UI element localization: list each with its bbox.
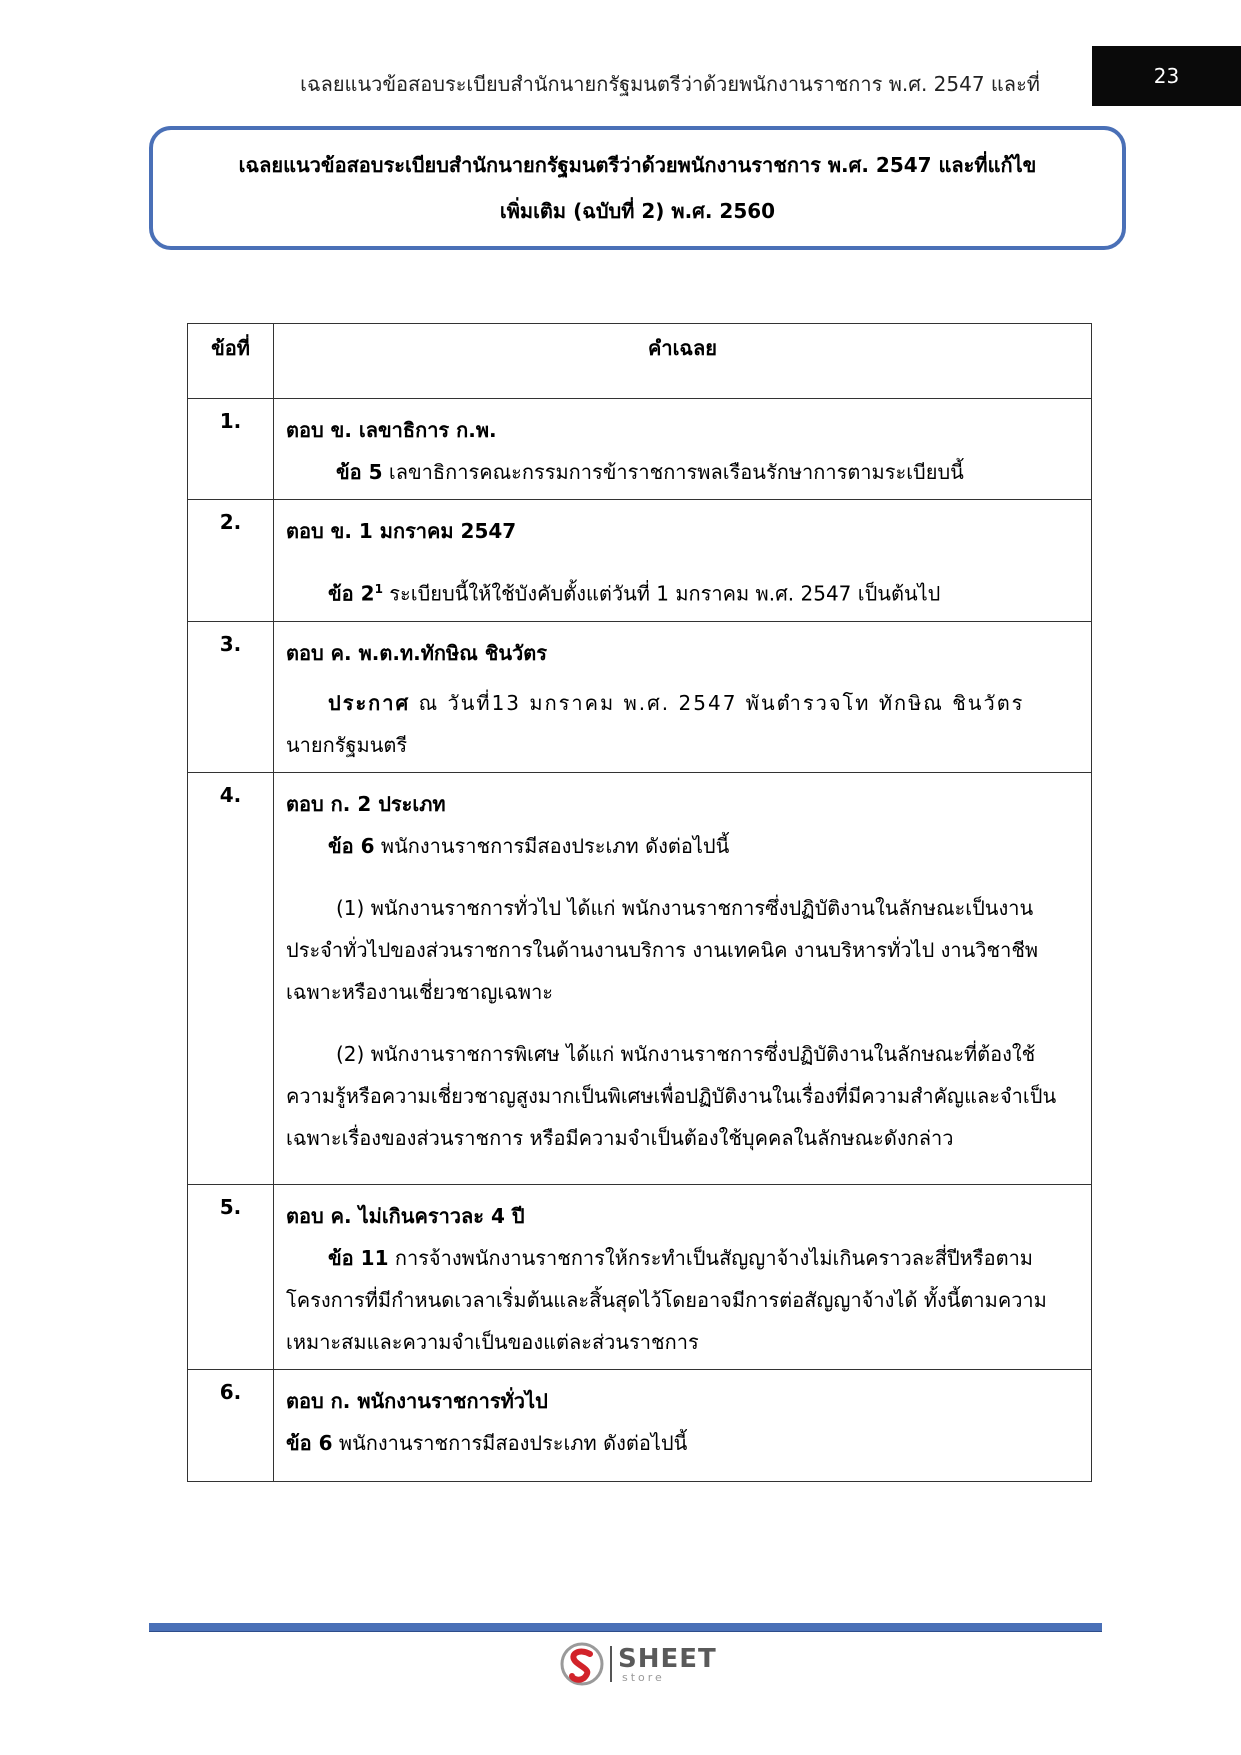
paragraph-1-line-3: เฉพาะหรืองานเชี่ยวชาญเฉพาะ	[286, 980, 554, 1004]
paragraph-2-line-2: ความรู้หรือความเชี่ยวชาญสูงมากเป็นพิเศษเพื่อปฏิบัติงานในเรื่องที่มีความสำคัญและจำเป็น	[286, 1084, 1057, 1108]
row-number: 3.	[188, 622, 274, 773]
footer-rule	[149, 1623, 1102, 1632]
clause-text: พนักงานราชการมีสองประเภท ดังต่อไปนี้	[380, 834, 730, 858]
logo-divider	[610, 1646, 612, 1682]
column-header-answer: คำเฉลย	[274, 324, 1092, 399]
answer-cell	[274, 1370, 1092, 1482]
paragraph-1-line-1: (1) พนักงานราชการทั่วไป ได้แก่ พนักงานราชการซึ่งปฏิบัติงานในลักษณะเป็นงาน	[336, 896, 1034, 920]
row-number: 6.	[188, 1370, 274, 1482]
logo-subword: store	[622, 1670, 665, 1684]
clause-text-cont: นายกรัฐมนตรี	[286, 733, 408, 757]
paragraph-1-line-2: ประจำทั่วไปของส่วนราชการในด้านงานบริการ งานเทคนิค งานบริหารทั่วไป งานวิชาชีพ	[286, 938, 1039, 962]
running-header: เฉลยแนวข้อสอบระเบียบสำนักนายกรัฐมนตรีว่าด้วยพนักงานราชการ พ.ศ. 2547 และที่	[300, 72, 1040, 96]
answer-cell	[274, 500, 1092, 622]
answer-choice: ตอบ ก. 2 ประเภท	[286, 792, 446, 816]
title-box	[149, 126, 1126, 250]
answer-choice: ตอบ ค. ไม่เกินคราวละ 4 ปี	[286, 1204, 525, 1228]
row-number: 1.	[188, 399, 274, 500]
answer-choice: ตอบ ก. พนักงานราชการทั่วไป	[286, 1389, 548, 1413]
clause-text: ระเบียบนี้ให้ใช้บังคับตั้งแต่วันที่ 1 มกราคม พ.ศ. 2547 เป็นต้นไป	[389, 581, 941, 606]
logo-s-icon	[560, 1642, 604, 1686]
clause-ref: ข้อ 5	[336, 460, 383, 484]
column-header-no: ข้อที่	[188, 324, 274, 399]
clause-text: พนักงานราชการมีสองประเภท ดังต่อไปนี้	[338, 1431, 688, 1455]
logo-word: SHEET	[618, 1643, 717, 1674]
table-row	[188, 399, 1092, 500]
clause-text-cont: โครงการที่มีกำหนดเวลาเริ่มต้นและสิ้นสุดไว้โดยอาจมีการต่อสัญญาจ้างได้ ทั้งนี้ตามความ	[286, 1288, 1047, 1312]
clause-text-cont-2: เหมาะสมและความจำเป็นของแต่ละส่วนราชการ	[286, 1330, 699, 1354]
paragraph-2-line-3: เฉพาะเรื่องของส่วนราชการ หรือมีความจำเป็นต้องใช้บุคคลในลักษณะดังกล่าว	[286, 1126, 954, 1150]
clause-ref: ข้อ 11	[328, 1246, 389, 1270]
table-row	[188, 500, 1092, 622]
table-row	[188, 773, 1092, 1185]
answer-choice: ตอบ ข. 1 มกราคม 2547	[286, 519, 517, 543]
answer-cell	[274, 773, 1092, 1185]
answer-cell	[274, 399, 1092, 500]
clause-text: การจ้างพนักงานราชการให้กระทำเป็นสัญญาจ้างไม่เกินคราวละสี่ปีหรือตาม	[394, 1246, 1033, 1270]
title-line-2: เพิ่มเติม (ฉบับที่ 2) พ.ศ. 2560	[499, 199, 776, 223]
row-number: 4.	[188, 773, 274, 1185]
title-line-1: เฉลยแนวข้อสอบระเบียบสำนักนายกรัฐมนตรีว่าด้วยพนักงานราชการ พ.ศ. 2547 และที่แก้ไข	[238, 153, 1037, 177]
clause-ref: ข้อ 6	[286, 1431, 333, 1455]
paragraph-2-line-1: (2) พนักงานราชการพิเศษ ได้แก่ พนักงานราชการซึ่งปฏิบัติงานในลักษณะที่ต้องใช้	[336, 1042, 1036, 1066]
footnote-mark: 1	[374, 582, 383, 596]
answer-cell	[274, 1185, 1092, 1370]
table-row	[188, 1185, 1092, 1370]
answer-table	[187, 323, 1092, 1482]
sheet-store-logo	[560, 1640, 717, 1688]
row-number: 5.	[188, 1185, 274, 1370]
table-header-row	[188, 324, 1092, 399]
clause-ref: ข้อ 6	[328, 834, 375, 858]
row-number: 2.	[188, 500, 274, 622]
page-number: 23	[1092, 46, 1241, 106]
answer-cell	[274, 622, 1092, 773]
clause-text: ณ วันที่13 มกราคม พ.ศ. 2547 พันตำรวจโท ทักษิณ ชินวัตร	[418, 691, 1025, 715]
answer-choice: ตอบ ข. เลขาธิการ ก.พ.	[286, 418, 497, 442]
clause-text: เลขาธิการคณะกรรมการข้าราชการพลเรือนรักษาการตามระเบียบนี้	[388, 460, 964, 484]
clause-ref: ข้อ 2	[328, 581, 375, 606]
table-row	[188, 1370, 1092, 1482]
clause-ref: ประกาศ	[328, 691, 411, 715]
answer-choice: ตอบ ค. พ.ต.ท.ทักษิณ ชินวัตร	[286, 641, 547, 665]
table-row	[188, 622, 1092, 773]
